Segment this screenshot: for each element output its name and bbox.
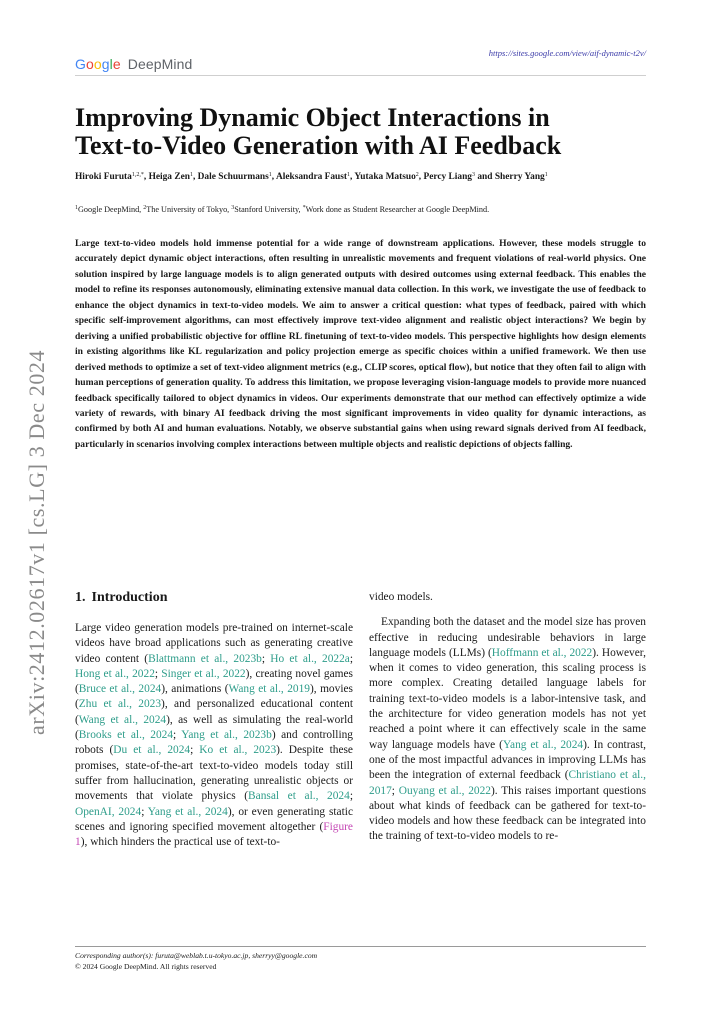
logo-google: Google <box>75 56 121 72</box>
paragraph-text: ; <box>190 744 200 757</box>
intro-paragraph-1-continuation: video models. <box>369 591 433 603</box>
project-url-link[interactable]: https://sites.google.com/view/aif-dynamic-t2v/ <box>488 48 646 58</box>
left-column <box>75 589 353 850</box>
header-divider <box>75 75 646 76</box>
author-name: Yutaka Matsuo <box>354 172 416 182</box>
citation-link[interactable]: Yang et al., 2023b <box>181 729 272 742</box>
paragraph-text: ; <box>154 667 162 680</box>
paragraph-text: ) and controlling robots ( <box>75 729 353 757</box>
paragraph-text: ; <box>391 784 399 797</box>
author-affiliation-mark: 1 <box>347 172 351 178</box>
citation-link[interactable]: Hong et al., 2022 <box>75 667 155 680</box>
affiliation-text: Google DeepMind, <box>78 205 144 214</box>
author-affiliation-mark: 1 <box>189 172 193 178</box>
paragraph-text: ; <box>141 805 148 818</box>
citation-link[interactable]: Bansal et al., 2024 <box>248 790 350 803</box>
paragraph-text: ), which hinders the practical use of text-to- <box>80 836 280 849</box>
author-name: Sherry Yang <box>494 172 545 182</box>
author-affiliation-mark: 1,2,* <box>131 172 144 178</box>
citation-link[interactable]: Zhu et al., 2023 <box>78 698 162 711</box>
corresponding-author: Corresponding author(s): furuta@weblab.t.u-tokyo.ac.jp, sherryy@google.com <box>75 951 318 960</box>
citation-link[interactable]: Ouyang et al., 2022 <box>398 784 491 797</box>
title-line-2: Text-to-Video Generation with AI Feedback <box>75 131 562 160</box>
citation-link[interactable]: Hoffmann et al., 2022 <box>491 646 593 659</box>
citation-link[interactable]: Ho et al., 2022a <box>270 652 350 665</box>
citation-link[interactable]: Brooks et al., 2024 <box>78 729 174 742</box>
paragraph-text: ). In contrast, one of the most impactful advances in improving LLMs has been the integration of external feedback ( <box>369 738 646 782</box>
abstract: Large text-to-video models hold immense potential for a wide range of downstream applications. However, these models struggle to accurately depict dynamic object interactions, often resulting in unrealistic movements and frequent violations of real-world physics. One solution inspired by large language models is to align generated outputs with desired outcomes using external feedback. This enables the model to refine its responses autonomously, eliminating extensive manual data collection. In this work, we investigate the use of feedback to enhance the object dynamics in text-to-video models. We aim to answer a critical question: what types of feedback, paired with which specific self-improvement algorithms, can most effectively improve text-video alignment and realistic object interactions? We begin by deriving a unified probabilistic objective for offline RL finetuning of text-to-video models. This perspective highlights how design elements in existing algorithms like KL regularization and policy projection emerge as specific choices within a unified framework. We then use derived methods to optimize a set of text-video alignment metrics (e.g., CLIP scores, optical flow), but notice that they often fail to align with human perceptions of generation quality. To address this limitation, we propose leveraging vision-language models to provide more nuanced feedback specifically tailored to object dynamics in videos. Our experiments demonstrate that our method can effectively optimize a wide variety of rewards, with binary AI feedback driving the most significant improvements in video quality for dynamic interactions, as confirmed by both AI and human evaluations. Notably, we observe substantial gains when using reward signals derived from AI feedback, particularly in scenarios involving complex interactions between multiple objects and realistic depictions of objects falling. <box>75 238 646 450</box>
affiliation-text: The University of Tokyo, <box>146 205 232 214</box>
affiliation-text: Work done as Student Researcher at Google DeepMind. <box>305 205 490 214</box>
author-name: Percy Liang <box>423 172 472 182</box>
author-name: Aleksandra Faust <box>275 172 348 182</box>
paragraph-text: ), creating novel games ( <box>75 667 353 696</box>
paragraph-text: Expanding both the dataset and the model size has proven effective in reducing undesirable behaviors in large language models (LLMs) ( <box>369 616 646 659</box>
paper-title <box>75 104 645 160</box>
intro-paragraph-1 <box>75 621 353 850</box>
logo-deepmind: DeepMind <box>127 56 193 72</box>
affiliation-text: Stanford University, <box>234 205 303 214</box>
citation-link[interactable]: Ko et al., 2023 <box>199 744 277 757</box>
author-list: Hiroki Furuta$^{1,2,*}$, Heiga Zen$^1$, Dale Schuurmans$^1$, Aleksandra Faust$^1$, Yutaka Matsuo$^2$, Percy Liang$^3$ and Sherry Yang$^1$ <box>75 172 548 182</box>
footer-divider <box>75 946 646 947</box>
affiliation-mark: 3 <box>231 205 235 211</box>
author-affiliation-mark: 3 <box>472 172 475 178</box>
paragraph-text: ; <box>261 652 271 665</box>
section-number: 1. <box>75 590 86 605</box>
footer <box>75 950 317 972</box>
affiliation-mark: 1 <box>75 205 78 211</box>
citation-link[interactable]: Blattmann et al., 2023b <box>148 652 262 665</box>
author-name: Heiga Zen <box>148 172 190 182</box>
paragraph-text: ), or even generating static scenes and ignoring specified movement altogether ( <box>75 805 354 833</box>
citation-link[interactable]: Yang et al., 2024 <box>147 805 228 818</box>
intro-paragraph-2 <box>369 615 646 844</box>
affiliation-mark: * <box>302 205 306 211</box>
author-name: Dale Schuurmans <box>197 172 269 182</box>
title-line-1: Improving Dynamic Object Interactions in <box>75 103 550 132</box>
paragraph-text: ). This raises important questions about what kinds of feedback can be gathered for text-to-video models and how these feedback can be integrated into the training of text-to-video models to re- <box>369 784 646 843</box>
copyright: © 2024 Google DeepMind. All rights reserved <box>75 962 217 971</box>
author-affiliation-mark: 1 <box>268 172 272 178</box>
paragraph-text: ; <box>173 729 182 742</box>
citation-link[interactable]: OpenAI, 2024 <box>75 805 142 818</box>
paragraph-text: ), animations ( <box>161 683 229 696</box>
arxiv-stamp: arXiv:2412.02617v1 [cs.LG] 3 Dec 2024 <box>24 349 49 735</box>
citation-link[interactable]: Du et al., 2024 <box>113 744 191 757</box>
paragraph-text: ), movies ( <box>75 683 353 711</box>
paragraph-text: ). However, when it comes to video generation, this scaling process is more complex. Creating detailed language labels for training text-to-video models is a labor-intensive task, and the architecture for video generation models has not yet reached a point where it can effectively scale in the same way language models have ( <box>369 646 646 751</box>
paragraph-text: ), and personalized educational content ( <box>75 698 354 726</box>
citation-link[interactable]: Christiano et al., 2017 <box>369 769 646 797</box>
google-deepmind-logo <box>75 56 192 72</box>
paragraph-text: Large video generation models pre-trained on internet-scale videos have broad applications such as generating creative video content ( <box>75 622 353 665</box>
citation-link[interactable]: Bruce et al., 2024 <box>78 683 162 696</box>
section-heading-introduction <box>75 589 353 607</box>
paragraph-text: ; <box>349 790 353 803</box>
figure-ref-link[interactable]: Figure 1 <box>75 820 353 849</box>
author-name: Hiroki Furuta <box>75 172 132 182</box>
citation-link[interactable]: Wang et al., 2019 <box>228 683 310 696</box>
citation-link[interactable]: Yang et al., 2024 <box>502 738 584 751</box>
author-affiliation-mark: 2 <box>415 172 419 178</box>
citation-link[interactable]: Singer et al., 2022 <box>161 667 246 680</box>
section-title: Introduction <box>91 590 168 605</box>
paragraph-text: ), as well as simulating the real-world ( <box>75 713 353 742</box>
paragraph-text: ; <box>349 652 354 665</box>
affiliation-mark: 2 <box>143 205 147 211</box>
paragraph-text: ). Despite these promises, state-of-the-art text-to-video models today still suffer from hallucination, generating unrealistic objects or movements that violate physics ( <box>75 744 353 803</box>
author-affiliation-mark: 1 <box>544 172 548 178</box>
citation-link[interactable]: Wang et al., 2024 <box>78 713 167 726</box>
affiliation-list <box>75 204 655 216</box>
right-column <box>369 590 646 845</box>
